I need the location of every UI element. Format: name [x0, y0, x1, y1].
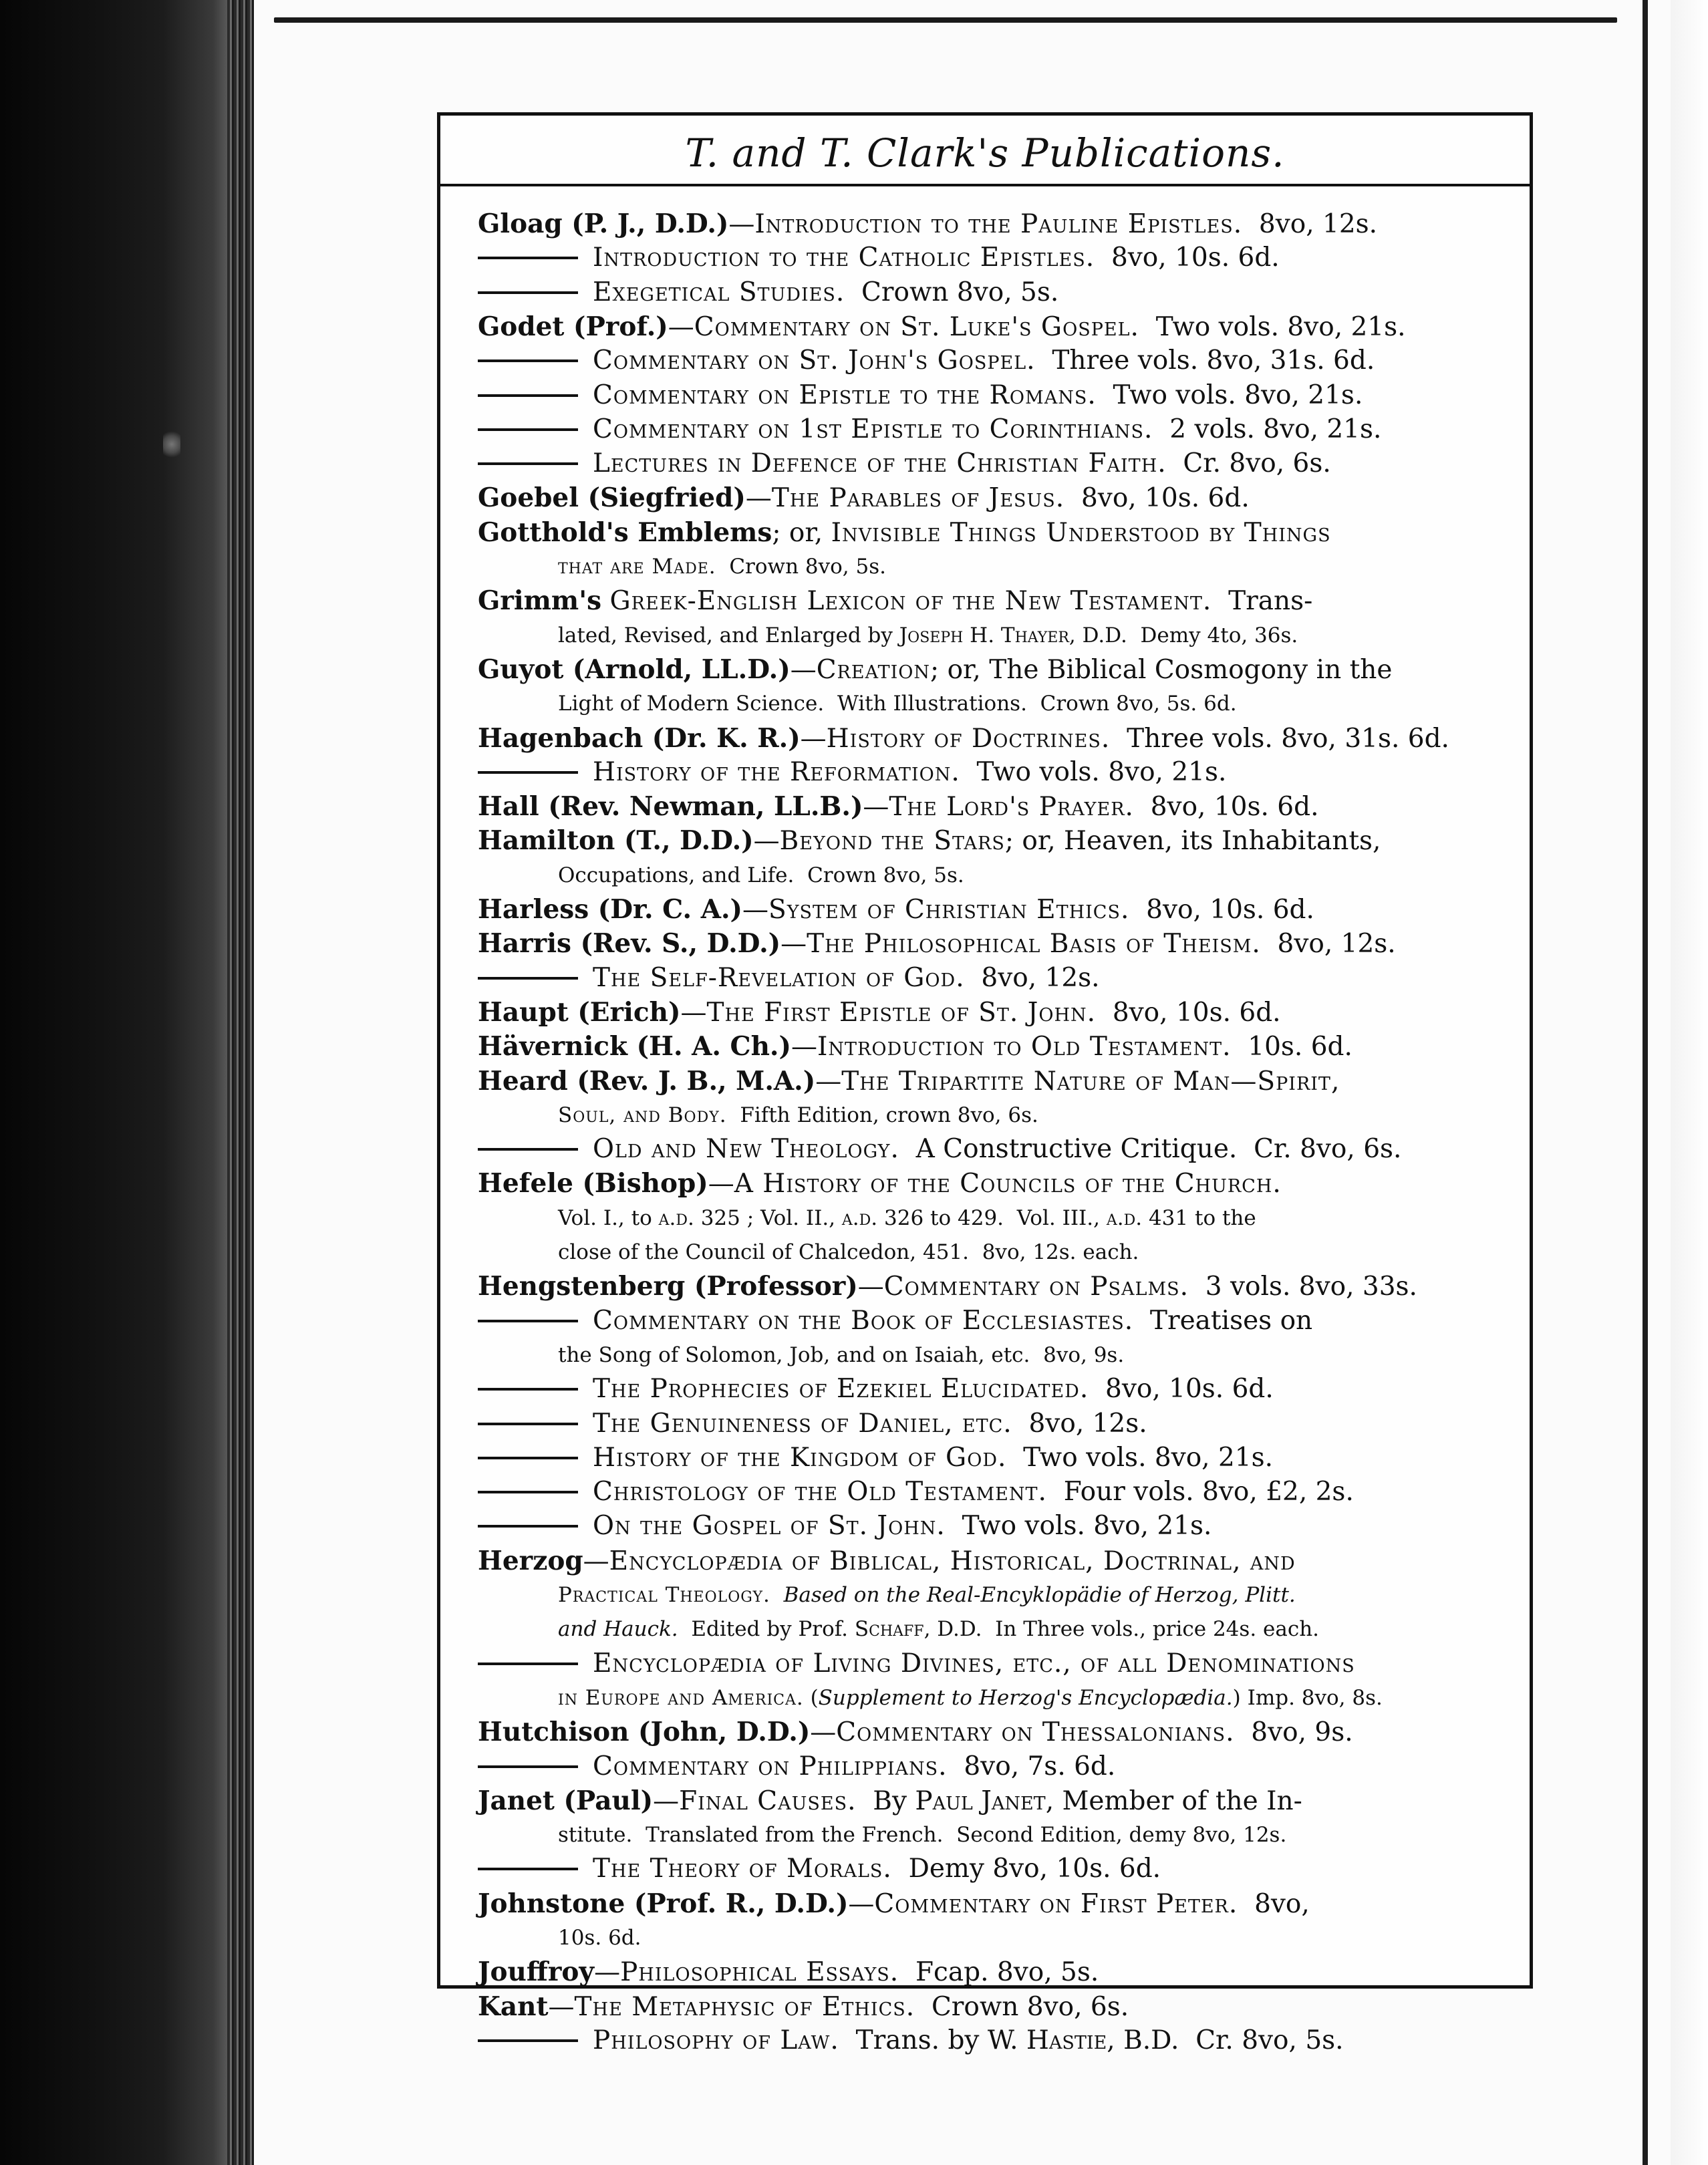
entry-line: [478, 517, 1508, 549]
entry-continuation-line: [558, 1579, 1508, 1611]
entry-sub-title-line: [478, 414, 1508, 446]
book-spine: [0, 0, 251, 2165]
entry-line: [478, 311, 1508, 343]
entry-text: —: [791, 1032, 817, 1062]
author-name: Johnstone (Prof. R., D.D.): [478, 1888, 849, 1919]
ditto-dash: [478, 291, 578, 294]
author-name: Grimm's: [478, 585, 602, 617]
ditto-dash: [478, 394, 578, 397]
entry-text: 8vo, 10s. 6d.: [1064, 483, 1250, 514]
work-title: Commentary on 1st Epistle to Corinthians.: [593, 414, 1153, 444]
entry-text: ; or, Heaven, its Inhabitants,: [1004, 826, 1381, 857]
work-title: Beyond the Stars: [779, 826, 1005, 857]
work-title: Final Causes.: [679, 1785, 857, 1816]
entry-continuation-line: [558, 1613, 1508, 1645]
author-name: Heard (Rev. J. B., M.A.): [478, 1065, 816, 1097]
entry-text: Two vols. 8vo, 21s.: [1096, 380, 1363, 410]
entry-text: 3 vols. 8vo, 33s.: [1188, 1272, 1417, 1302]
small-caps-name: Paul Janet: [915, 1785, 1046, 1816]
work-title: Introduction to the Pauline Epistles.: [754, 209, 1243, 239]
entry-line: [478, 654, 1508, 686]
ditto-dash: [478, 1148, 578, 1151]
entry-text: Trans-: [1212, 586, 1313, 617]
entry-text: —: [728, 209, 755, 239]
work-title: The Self-Revelation of God.: [593, 962, 965, 993]
ditto-dash: [478, 1765, 578, 1768]
entry-text: 8vo, 12s.: [1260, 929, 1396, 960]
entry-line: [478, 1785, 1508, 1818]
work-title: Introduction to the Catholic Epistles.: [593, 243, 1095, 273]
work-title: The First Epistle of St. John.: [706, 997, 1097, 1028]
entry-text: 8vo, 10s. 6d.: [1095, 243, 1280, 273]
ditto-dash: [478, 1320, 578, 1322]
work-title: The Parables of Jesus.: [771, 483, 1065, 514]
entry-text: Occupations, and Life. Crown 8vo, 5s.: [558, 863, 964, 887]
spine-blemish: [163, 428, 180, 461]
entry-text: Two vols. 8vo, 21s.: [1139, 311, 1406, 342]
entry-sub-title-line: [478, 448, 1508, 480]
work-title: History of the Reformation.: [593, 756, 960, 787]
entry-continuation-line: [558, 1202, 1508, 1234]
work-title: A History of the Councils of the Church.: [734, 1169, 1282, 1199]
entry-text: Fifth Edition, crown 8vo, 6s.: [726, 1103, 1038, 1127]
top-page-rule: [274, 17, 1617, 23]
work-title: Encyclopædia of Biblical, Historical, Doctrinal, and: [609, 1546, 1296, 1576]
entry-text: ; or, The Biblical Cosmogony in the: [930, 654, 1393, 685]
ditto-dash: [478, 1457, 578, 1459]
work-title: Greek-English Lexicon of the New Testament.: [609, 586, 1212, 617]
entry-line: [478, 585, 1508, 617]
entry-line: [478, 1167, 1508, 1200]
entry-line: [478, 1270, 1508, 1303]
entry-text: (: [803, 1685, 819, 1710]
entry-text: Crown 8vo, 6s.: [915, 1991, 1129, 2022]
work-title: Commentary on the Book of Ecclesiastes.: [593, 1305, 1134, 1336]
author-name: Hävernick (H. A. Ch.): [478, 1031, 791, 1062]
entry-sub-title-line: [478, 1442, 1508, 1474]
work-title: Commentary on Thessalonians.: [836, 1717, 1235, 1748]
page-title: T. and T. Clark's Publications.: [685, 130, 1285, 176]
entry-continuation-line: [558, 1682, 1508, 1714]
entry-text: —: [753, 826, 780, 857]
ditto-dash: [478, 1868, 578, 1870]
entry-continuation-line: [558, 859, 1508, 891]
entry-line: [478, 893, 1508, 926]
entry-text: Crown 8vo, 5s.: [716, 555, 886, 579]
entry-continuation-line: [558, 1819, 1508, 1851]
entry-text: [601, 586, 609, 616]
entry-text: —: [745, 483, 772, 514]
work-title: Encyclopædia of Living Divines, etc., of all Denominations: [593, 1648, 1355, 1679]
entry-continuation-line: [558, 619, 1508, 652]
author-name: Haupt (Erich): [478, 996, 681, 1028]
entry-line: [478, 1716, 1508, 1749]
entry-continuation-line: [558, 1236, 1508, 1268]
entry-text: —: [780, 929, 807, 960]
work-title: The Tripartite Nature of Man—Spirit,: [841, 1066, 1340, 1097]
author-name: Hamilton (T., D.D.): [478, 825, 754, 857]
entry-text: 8vo, 10s. 6d.: [1129, 895, 1314, 925]
italic-note: Supplement to Herzog's Encyclopædia.: [818, 1685, 1233, 1710]
entry-line: [478, 927, 1508, 960]
entry-text: Treatises on: [1133, 1305, 1313, 1336]
work-title: Philosophy of Law.: [593, 2025, 839, 2055]
entry-text: 8vo, 10s. 6d.: [1089, 1374, 1274, 1405]
entry-text: Trans. by: [839, 2025, 988, 2055]
entry-text: —: [594, 1957, 621, 1988]
entry-text: ) Imp. 8vo, 8s.: [1232, 1685, 1383, 1710]
entry-text: —: [548, 1991, 575, 2022]
entry-text: Demy 8vo, 10s. 6d.: [891, 1854, 1161, 1884]
entry-sub-title-line: [478, 1751, 1508, 1783]
work-title: Commentary on St. John's Gospel.: [593, 345, 1036, 376]
author-name: Hutchison (John, D.D.): [478, 1717, 811, 1748]
entry-line: [478, 1545, 1508, 1578]
entry-text: stitute. Translated from the French. Second Edition, demy 8vo, 12s.: [558, 1823, 1287, 1848]
work-title: that are Made.: [558, 555, 716, 579]
entry-text: 10s. 6d.: [558, 1926, 642, 1950]
entry-text: Two vols. 8vo, 21s.: [1006, 1442, 1274, 1473]
author-name: Herzog: [478, 1545, 583, 1576]
entry-text: —: [680, 997, 707, 1028]
author-name: Hengstenberg (Professor): [478, 1271, 858, 1302]
small-caps-name: a.d.: [658, 1205, 694, 1230]
author-name: Hagenbach (Dr. K. R.): [478, 722, 801, 754]
entry-text: 326 to 429. Vol. III.,: [877, 1205, 1107, 1230]
entry-text: —: [810, 1717, 837, 1748]
entry-text: —: [583, 1546, 609, 1576]
right-page-edge: [1671, 0, 1708, 2165]
entry-text: Two vols. 8vo, 21s.: [945, 1511, 1212, 1542]
entry-text: 8vo, 10s. 6d.: [1096, 997, 1281, 1028]
entry-text: Crown 8vo, 5s.: [845, 277, 1059, 307]
entry-text: 8vo, 12s.: [1242, 209, 1378, 239]
entry-text: Two vols. 8vo, 21s.: [960, 756, 1227, 787]
entry-line: [478, 790, 1508, 823]
publications-frame: [437, 112, 1533, 2055]
entry-sub-title-line: [478, 345, 1508, 377]
author-name: Harless (Dr. C. A.): [478, 894, 742, 925]
small-caps-name: a.d.: [841, 1205, 878, 1230]
ditto-dash: [478, 428, 578, 431]
entry-text: ; or,: [772, 517, 831, 548]
author-name: Kant: [478, 1991, 549, 2022]
work-title: On the Gospel of St. John.: [593, 1511, 946, 1542]
ditto-dash: [478, 977, 578, 980]
entry-line: [478, 996, 1508, 1029]
entry-text: Light of Modern Science. With Illustrations. Crown 8vo, 5s. 6d.: [558, 692, 1237, 716]
small-caps-name: Schaff: [854, 1617, 924, 1642]
entry-sub-title-line: [478, 242, 1508, 274]
ditto-dash: [478, 1663, 578, 1665]
entry-text: , D.D. In Three vols., price 24s. each.: [923, 1617, 1320, 1642]
entry-line: [478, 482, 1508, 515]
entry-text: 8vo, 12s.: [964, 962, 1100, 993]
author-name: Guyot (Arnold, LL.D.): [478, 654, 791, 685]
entry-line: [478, 1991, 1508, 2023]
entry-text: 8vo, 12s.: [1012, 1408, 1147, 1439]
entry-text: —: [857, 1272, 884, 1302]
author-name: Hall (Rev. Newman, LL.B.): [478, 791, 863, 823]
ditto-dash: [478, 1491, 578, 1493]
work-title: Lectures in Defence of the Christian Faith.: [593, 448, 1167, 479]
author-name: Jouffroy: [478, 1957, 595, 1988]
work-title: The Genuineness of Daniel, etc.: [593, 1408, 1012, 1439]
work-title: Invisible Things Understood by Things: [831, 517, 1331, 548]
entry-text: —: [790, 654, 817, 685]
entry-line: [478, 1065, 1508, 1098]
entry-line: [478, 1030, 1508, 1063]
entry-line: [478, 208, 1508, 241]
entry-text: —: [800, 723, 827, 754]
entry-continuation-line: [558, 551, 1508, 583]
entry-sub-title-line: [478, 1476, 1508, 1508]
entry-sub-title-line: [478, 380, 1508, 412]
ditto-dash: [478, 1525, 578, 1528]
author-name: Goebel (Siegfried): [478, 482, 746, 514]
entry-sub-title-line: [478, 962, 1508, 994]
entry-sub-title-line: [478, 1853, 1508, 1885]
entry-line: [478, 825, 1508, 857]
entry-text: —: [863, 792, 889, 823]
entry-text: A Constructive Critique. Cr. 8vo, 6s.: [899, 1134, 1402, 1165]
work-title: The Prophecies of Ezekiel Elucidated.: [593, 1374, 1089, 1405]
work-title: System of Christian Ethics.: [768, 895, 1130, 925]
entry-text: , B.D. Cr. 8vo, 5s.: [1107, 2025, 1344, 2055]
work-title: The Metaphysic of Ethics.: [574, 1991, 915, 2022]
work-title: Christology of the Old Testament.: [593, 1477, 1047, 1507]
ditto-dash: [478, 2039, 578, 2042]
small-caps-name: a.d.: [1106, 1205, 1143, 1230]
entry-text: Three vols. 8vo, 31s. 6d.: [1110, 723, 1449, 754]
entry-text: 2 vols. 8vo, 21s.: [1153, 414, 1382, 444]
author-name: Gotthold's Emblems: [478, 517, 772, 548]
work-title: Creation: [816, 654, 931, 685]
entry-text: —: [815, 1066, 842, 1097]
page-edges: [227, 0, 254, 2165]
author-name: Godet (Prof.): [478, 311, 668, 342]
entry-sub-title-line: [478, 756, 1508, 788]
entry-text: 10s. 6d.: [1231, 1032, 1353, 1062]
ditto-dash: [478, 1388, 578, 1391]
entry-sub-title-line: [478, 1648, 1508, 1680]
italic-note: and Hauck.: [558, 1617, 678, 1642]
entry-sub-title-line: [478, 1408, 1508, 1440]
ditto-dash: [478, 257, 578, 259]
entry-sub-title-line: [478, 1133, 1508, 1165]
entry-sub-title-line: [478, 277, 1508, 309]
entry-sub-title-line: [478, 1373, 1508, 1405]
entry-text: 8vo, 7s. 6d.: [947, 1751, 1116, 1781]
author-name: Hefele (Bishop): [478, 1168, 708, 1199]
entry-line: [478, 1956, 1508, 1989]
entry-text: 8vo, 10s. 6d.: [1133, 792, 1319, 823]
entry-line: [478, 722, 1508, 755]
entry-continuation-line: [558, 688, 1508, 720]
entry-text: , D.D. Demy 4to, 36s.: [1069, 623, 1298, 647]
ditto-dash: [478, 359, 578, 362]
entry-text: —: [848, 1888, 875, 1919]
right-margin-bar: [1643, 0, 1648, 2165]
work-title: Commentary on St. Luke's Gospel.: [694, 311, 1139, 342]
entry-text: Three vols. 8vo, 31s. 6d.: [1035, 345, 1375, 376]
work-title: Commentary on Psalms.: [883, 1272, 1189, 1302]
entry-continuation-line: [558, 1339, 1508, 1371]
entry-text: —: [668, 311, 694, 342]
italic-note: Based on the Real-Encyklopädie of Herzog, Plitt.: [783, 1583, 1296, 1607]
ditto-dash: [478, 771, 578, 774]
small-caps-name: W. Hastie: [987, 2025, 1107, 2055]
entry-continuation-line: [558, 1099, 1508, 1131]
work-title: in Europe and America.: [558, 1685, 804, 1710]
entry-text: 8vo, 9s.: [1234, 1717, 1353, 1748]
entry-text: lated, Revised, and Enlarged by: [558, 623, 899, 647]
author-name: Janet (Paul): [478, 1785, 654, 1816]
small-caps-name: Joseph H. Thayer: [899, 623, 1069, 647]
work-title: Introduction to Old Testament.: [817, 1032, 1232, 1062]
entry-text: close of the Council of Chalcedon, 451. 8vo, 12s. each.: [558, 1240, 1139, 1264]
work-title: Exegetical Studies.: [593, 277, 845, 307]
work-title: Old and New Theology.: [593, 1134, 899, 1165]
work-title: The Lord's Prayer.: [889, 792, 1134, 823]
entry-text: [770, 1583, 784, 1607]
ditto-dash: [478, 462, 578, 465]
work-title: Commentary on Epistle to the Romans.: [593, 380, 1097, 410]
entry-text: 8vo,: [1238, 1888, 1310, 1919]
author-name: Harris (Rev. S., D.D.): [478, 928, 781, 960]
entry-text: Cr. 8vo, 6s.: [1166, 448, 1331, 479]
entry-continuation-line: [558, 1922, 1508, 1954]
entry-line: [478, 1888, 1508, 1920]
work-title: Soul, and Body.: [558, 1103, 727, 1127]
entry-text: —: [742, 895, 768, 925]
work-title: The Philosophical Basis of Theism.: [807, 929, 1261, 960]
work-title: Commentary on First Peter.: [874, 1888, 1238, 1919]
entry-text: 431 to the: [1142, 1205, 1256, 1230]
work-title: History of Doctrines.: [826, 723, 1111, 754]
work-title: History of the Kingdom of God.: [593, 1442, 1007, 1473]
entry-text: Vol. I., to: [558, 1205, 659, 1230]
author-name: Gloag (P. J., D.D.): [478, 208, 729, 239]
entry-text: —: [708, 1169, 734, 1199]
entry-text: 325 ; Vol. II.,: [694, 1205, 842, 1230]
entry-text: Edited by Prof.: [678, 1617, 855, 1642]
entry-text: Four vols. 8vo, £2, 2s.: [1046, 1477, 1354, 1507]
ditto-dash: [478, 1423, 578, 1425]
publication-list: [440, 116, 1530, 2055]
work-title: Practical Theology.: [558, 1583, 770, 1607]
entry-text: , Member of the In-: [1045, 1785, 1302, 1816]
entry-sub-title-line: [478, 1305, 1508, 1337]
work-title: Commentary on Philippians.: [593, 1751, 948, 1781]
entry-sub-title-line: [478, 2025, 1508, 2057]
entry-sub-title-line: [478, 1510, 1508, 1542]
work-title: The Theory of Morals.: [593, 1854, 892, 1884]
entry-text: the Song of Solomon, Job, and on Isaiah, etc. 8vo, 9s.: [558, 1342, 1125, 1367]
entry-text: —: [653, 1785, 680, 1816]
entry-text: Fcap. 8vo, 5s.: [899, 1957, 1099, 1988]
entry-text: By: [856, 1785, 915, 1816]
work-title: Philosophical Essays.: [620, 1957, 899, 1988]
